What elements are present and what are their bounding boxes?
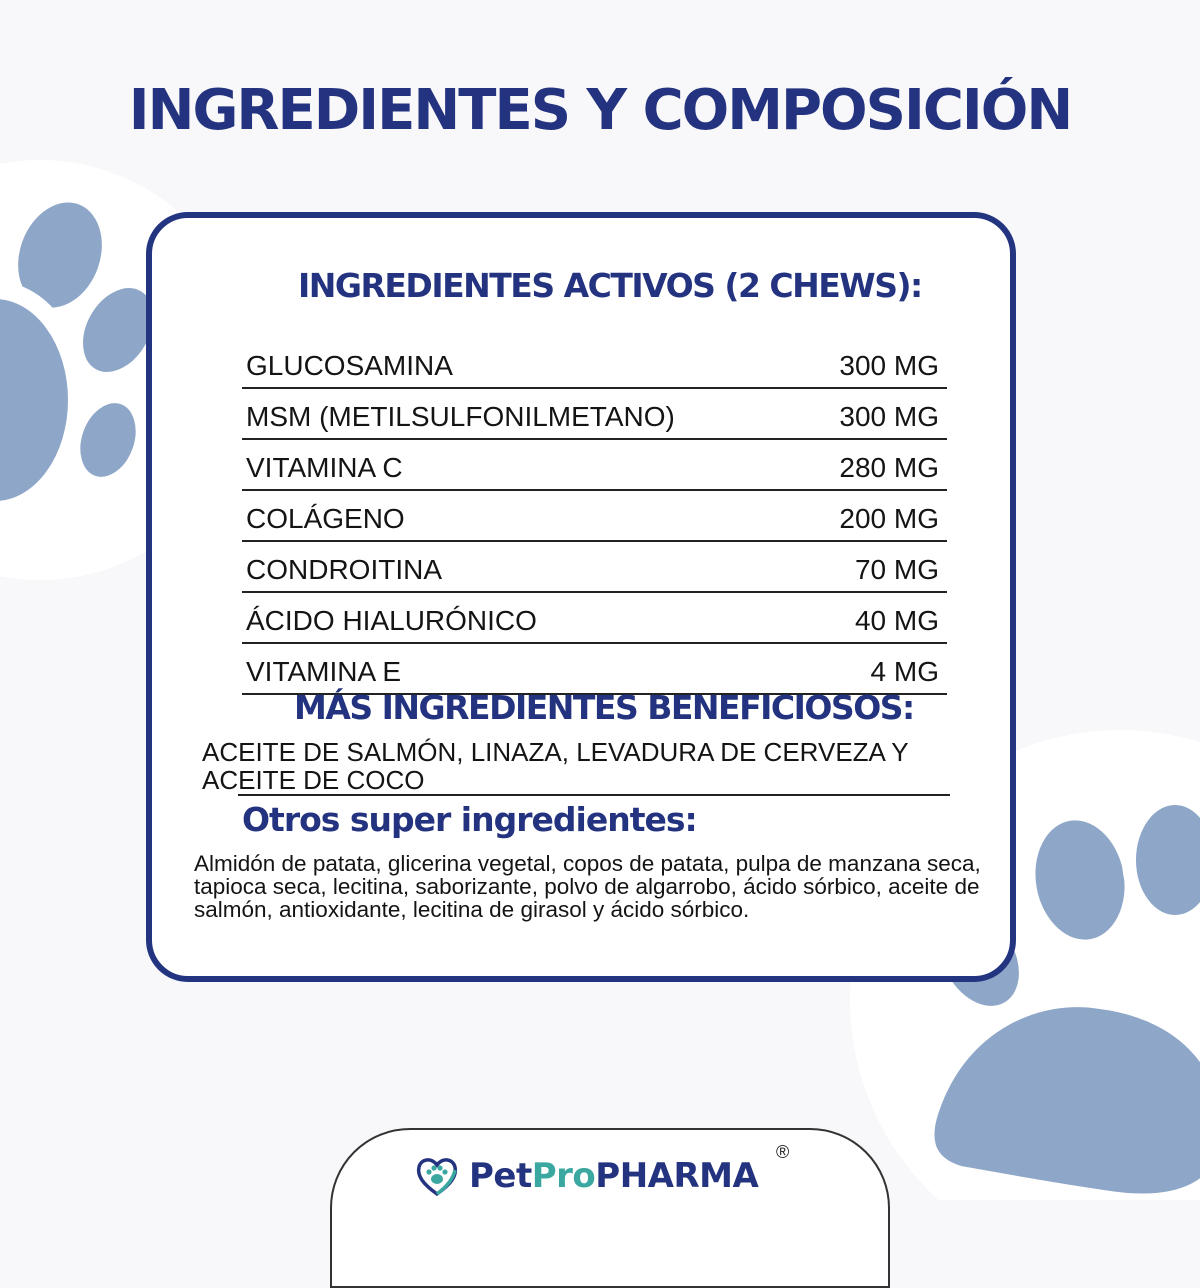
brand-name-pet: Pet: [469, 1156, 532, 1196]
ingredient-name: ÁCIDO HIALURÓNICO: [246, 605, 537, 636]
brand-name-pharma: PHARMA: [595, 1156, 759, 1196]
ingredient-row: [242, 389, 947, 440]
other-ingredients-text: Almidón de patata, glicerina vegetal, copos de patata, pulpa de manzana seca, tapioca seca, lecitina, saborizante, polvo de algarrobo, ácido sórbico, aceite de salmón, antioxidante, lecitina de girasol y ácido sórbico.: [194, 851, 981, 922]
ingredient-name: VITAMINA E: [246, 656, 402, 687]
ingredient-row: [242, 491, 947, 542]
brand-logo: [415, 1152, 758, 1200]
active-ingredients-table: [242, 338, 947, 695]
page-title: INGREDIENTES Y COMPOSICIÓN: [128, 78, 1072, 143]
more-ingredients-title: MÁS INGREDIENTES BENEFICIOSOS:: [294, 688, 914, 727]
ingredient-row: [242, 440, 947, 491]
heart-paw-icon: [415, 1154, 459, 1198]
brand-name: [469, 1156, 758, 1196]
ingredient-amount: 280 MG: [839, 452, 939, 483]
active-ingredients-title: INGREDIENTES ACTIVOS (2 CHEWS):: [298, 266, 922, 305]
ingredient-name: VITAMINA C: [246, 452, 403, 483]
ingredient-amount: 200 MG: [839, 503, 939, 534]
ingredient-amount: 300 MG: [839, 401, 939, 432]
ingredient-amount: 70 MG: [854, 554, 939, 585]
ingredients-card: [146, 212, 1016, 982]
other-ingredients-title: Otros super ingredientes:: [242, 800, 697, 839]
ingredient-row: [242, 542, 947, 593]
ingredient-name: GLUCOSAMINA: [246, 350, 453, 381]
divider: [238, 794, 950, 796]
ingredient-row: [242, 338, 947, 389]
more-ingredients-text: ACEITE DE SALMÓN, LINAZA, LEVADURA DE CERVEZA Y ACEITE DE COCO: [202, 737, 909, 795]
ingredient-row: [242, 593, 947, 644]
ingredient-amount: 40 MG: [854, 605, 939, 636]
brand-name-pro: Pro: [531, 1156, 596, 1196]
ingredient-name: MSM (METILSULFONILMETANO): [246, 401, 675, 432]
ingredient-amount: 4 MG: [870, 656, 939, 687]
ingredient-name: CONDROITINA: [246, 554, 442, 585]
ingredient-name: COLÁGENO: [246, 503, 405, 534]
registered-mark: ®: [776, 1142, 790, 1162]
ingredient-amount: 300 MG: [839, 350, 939, 381]
